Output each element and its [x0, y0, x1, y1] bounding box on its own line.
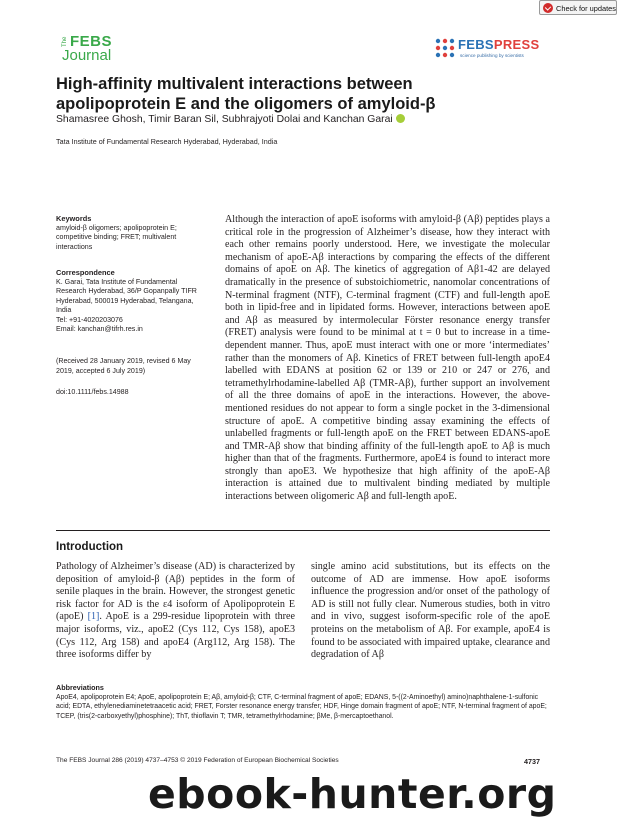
correspondence-email[interactable]: Email: kanchan@tifrh.res.in — [56, 325, 143, 333]
abstract-text: Although the interaction of apoE isoforms with amyloid-β (Aβ) peptides plays a critical role in the progression of Alzheimer’s disease, how they interact with each other remains poorly understood. Here, we investigate the molecular mechanism of apoE-Aβ interactions by comparing the effects of the different domains of apoE on Aβ. The kinetics of aggregation of Aβ1-42 are delayed dramatically in the presence of substoichiometric, nanomolar concentrations of N-terminal fragment (NTF), C-terminal fragment (CTF) and full-length apoE both in lipid-free and in lipidated forms. However, interactions between apoE and Aβ as measured by intermolecular Förster resonance energy transfer (FRET) analysis were found to be minimal at t = 0 but to increase in a time-dependent manner. Thus, apoE must interact with one or more ‘intermediates’ rather than the monomers of Aβ. Kinetics of FRET between full-length apoE4 labelled with EDANS at position 62 or 139 or 210 or 247 or 276, and tetramethylrhodamine-labelled Aβ (TMR-Aβ), further support an involvement of all the three domains of apoE in the interactions. However, the above-mentioned residues do not appear to form a single pocket in the 3-dimensional structure of apoE. A competitive binding assay examining the effects of unlabelled fragments or full-length apoE on the FRET between EDANS-apoE and TMR-Aβ show that binding affinity of the full-length apoE to Aβ is much higher than that of the fragments. Furthermore, apoE4 is found to interact more strongly than apoE3. We hypothesize that high affinity of the apoE-Aβ interaction is attained due to multivalent binding mediated by multiple interactions between oligomeric Aβ and full-length apoE. — [225, 214, 550, 503]
section-divider — [56, 530, 550, 531]
correspondence-block: Correspondence K. Garai, Tata Institute of Fundamental Research Hyderabad, 36/P Gopanpally TIFR Hyderabad, 500019 Hyderabad, Telangana, India Tel: +91-4020203076 Email: kanchan@tifrh.res.in — [56, 268, 206, 335]
received-dates: (Received 28 January 2019, revised 6 May 2019, accepted 6 July 2019) — [56, 357, 191, 375]
article-affiliation: Tata Institute of Fundamental Research Hyderabad, Hyderabad, India — [56, 137, 278, 146]
footer-citation: The FEBS Journal 286 (2019) 4737–4753 © 2019 Federation of European Biochemical Societies — [56, 757, 339, 764]
page-number: 4737 — [524, 757, 540, 766]
febs-press-logo: FEBSPRESS science publishing by scientists — [434, 35, 544, 63]
article-title: High-affinity multivalent interactions between apolipoprotein E and the oligomers of amyloid-β — [56, 75, 436, 113]
orcid-icon[interactable] — [396, 114, 405, 123]
article-authors: Shamasree Ghosh, Timir Baran Sil, Subhrajyoti Dolai and Kanchan Garai — [56, 114, 405, 125]
keywords-block: Keywords amyloid-β oligomers; apolipoprotein E; competitive binding; FRET; multivalent interactions — [56, 214, 177, 251]
febs-journal-logo: The FEBS Journal — [62, 33, 113, 64]
check-for-updates-label: Check for updates — [556, 4, 616, 13]
abbreviations-heading: Abbreviations — [56, 683, 104, 692]
introduction-heading: Introduction — [56, 541, 124, 553]
check-for-updates-button[interactable] — [539, 0, 617, 15]
introduction-column-2: single amino acid substitutions, but its effects on the outcome of AD are immense. How apoE isoforms influence the progression and/or onset of the pathology of AD is still not fully clear. Numerous studies, both in vitro and in vivo, suggest isoform-specific role of the apoE proteins on the metabolism of Aβ. For example, apoE4 is found to be associated with impaired uptake, clearance and degradation of Aβ — [311, 561, 550, 661]
febs-press-dots-icon — [434, 37, 456, 59]
watermark: ebook-hunter.org — [148, 770, 557, 818]
introduction-column-1: Pathology of Alzheimer’s disease (AD) is characterized by deposition of amyloid-β (Aβ) peptides in the form of senile plaques in the brain. However, the strongest genetic risk factor for AD is the ε4 isoform of Apolipoprotein E (apoE) [1]. ApoE is a 299-residue lipoprotein with three major isoforms, viz., apoE2 (Cys 112, Cys 158), apoE3 (Cys 112, Arg 158) and apoE4 (Arg112, Arg 158). The three isoforms differ by — [56, 561, 295, 661]
abbreviations-text: ApoE4, apolipoprotein E4; ApoE, apolipoprotein E; Aβ, amyloid-β; CTF, C-terminal fragment of apoE; EDANS, 5-((2-Aminoethyl) amino)naphthalene-1-sulfonic acid; EDTA, ethylenediaminetetraacetic acid; FRET, Forster resonance energy transfer; HDF, Hinge domain fragment of apoE; NTF, N-terminal fragment of apoE; TCEP, (tris(2-carboxyethyl)phosphine); ThT, thioflavin T; TMR, tetramethylrhodamine; βMe, β-mercaptoethanol. — [56, 694, 547, 720]
check-updates-icon — [543, 3, 553, 13]
doi-link[interactable]: doi:10.1111/febs.14988 — [56, 388, 129, 396]
reference-link[interactable]: [1] — [87, 611, 100, 623]
